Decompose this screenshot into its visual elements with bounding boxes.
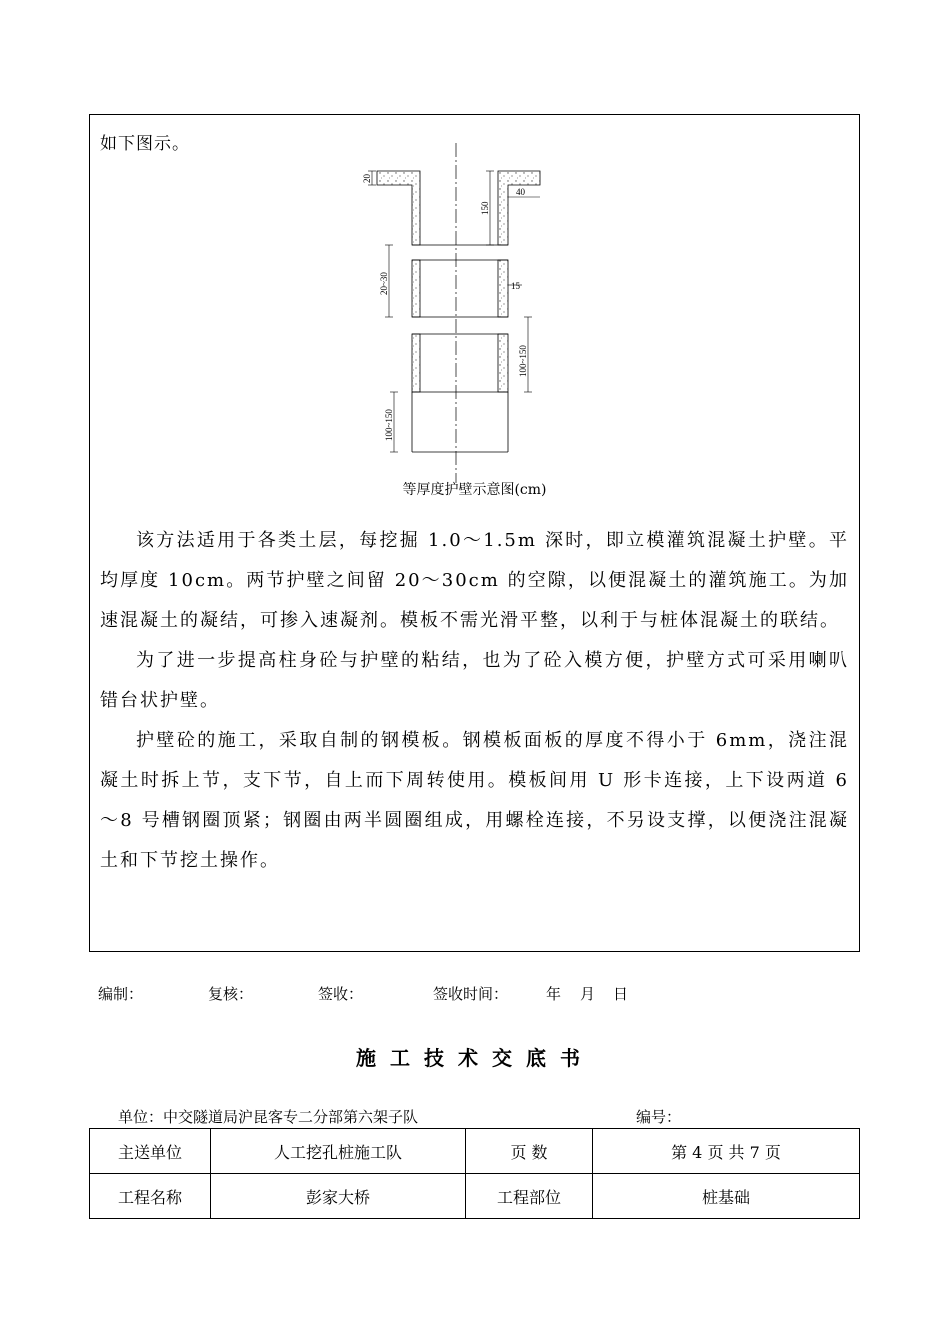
right-wall-segment-2 bbox=[498, 260, 508, 317]
dim-top-thickness: 20 bbox=[362, 174, 372, 183]
table-cell: 第 4 页 共 7 页 bbox=[593, 1129, 860, 1174]
table-row bbox=[90, 1174, 860, 1219]
intro-text: 如下图示。 bbox=[100, 134, 190, 154]
table-cell: 桩基础 bbox=[593, 1174, 860, 1219]
dim-flange-width: 40 bbox=[516, 187, 525, 197]
document-title: 施工技术交底书 bbox=[356, 1046, 594, 1070]
body-text bbox=[100, 521, 849, 881]
dim-bottom-segment: 100~150 bbox=[384, 409, 394, 441]
table-row bbox=[90, 1129, 860, 1174]
table-cell: 工程名称 bbox=[90, 1174, 211, 1219]
dim-step: 15 bbox=[511, 281, 520, 291]
retaining-wall-diagram bbox=[90, 115, 861, 495]
signature-compile: 编制： bbox=[98, 985, 144, 1003]
signature-receive: 签收： bbox=[318, 985, 364, 1003]
content-frame bbox=[89, 114, 860, 952]
right-top-wall bbox=[498, 171, 540, 245]
table-cell: 彭家大桥 bbox=[211, 1174, 466, 1219]
paragraph: 为了进一步提高柱身砼与护壁的粘结，也为了砼入模方便，护壁方式可采用喇叭错台状护壁。 bbox=[100, 650, 849, 711]
code-label: 编号： bbox=[636, 1108, 682, 1126]
left-wall-segment-3 bbox=[412, 334, 420, 392]
signature-receive-time: 签收时间： bbox=[433, 985, 509, 1003]
date-year: 年 bbox=[546, 985, 562, 1003]
signature-review: 复核： bbox=[208, 985, 254, 1003]
left-top-wall bbox=[377, 171, 420, 245]
unit-label: 单位：中交隧道局沪昆客专二分部第六架子队 bbox=[118, 1108, 419, 1126]
date-month: 月 bbox=[580, 985, 596, 1003]
paragraph: 该方法适用于各类土层，每挖掘 1.0～1.5m 深时，即立模灌筑混凝土护壁。平均厚度 10cm。两节护壁之间留 20～30cm 的空隙，以便混凝土的灌筑施工。为加速混凝土的凝结，可掺入速凝剂。模板不需光滑平整，以利于与桩体混凝土的联结。 bbox=[100, 530, 849, 631]
dim-gap: 20~30 bbox=[379, 272, 389, 295]
date-day: 日 bbox=[613, 985, 629, 1003]
dim-right-segment: 100~150 bbox=[518, 345, 528, 377]
info-table bbox=[89, 1128, 860, 1219]
dim-segment-height: 150 bbox=[480, 201, 490, 215]
paragraph: 护壁砼的施工，采取自制的钢模板。钢模板面板的厚度不得小于 6mm，浇注混凝土时拆上节，支下节，自上而下周转使用。模板间用 U 形卡连接，上下设两道 6～8 号槽钢圈顶紧；钢圈由两半圆圈组成，用螺栓连接，不另设支撑，以便浇注混凝土和下节挖土操作。 bbox=[100, 730, 849, 871]
table-cell: 页 数 bbox=[466, 1129, 593, 1174]
right-wall-segment-3 bbox=[498, 334, 508, 392]
figure-caption: 等厚度护壁示意图(cm) bbox=[402, 482, 547, 498]
table-cell: 工程部位 bbox=[466, 1174, 593, 1219]
left-wall-segment-2 bbox=[412, 260, 420, 317]
table-cell: 主送单位 bbox=[90, 1129, 211, 1174]
table-cell: 人工挖孔桩施工队 bbox=[211, 1129, 466, 1174]
